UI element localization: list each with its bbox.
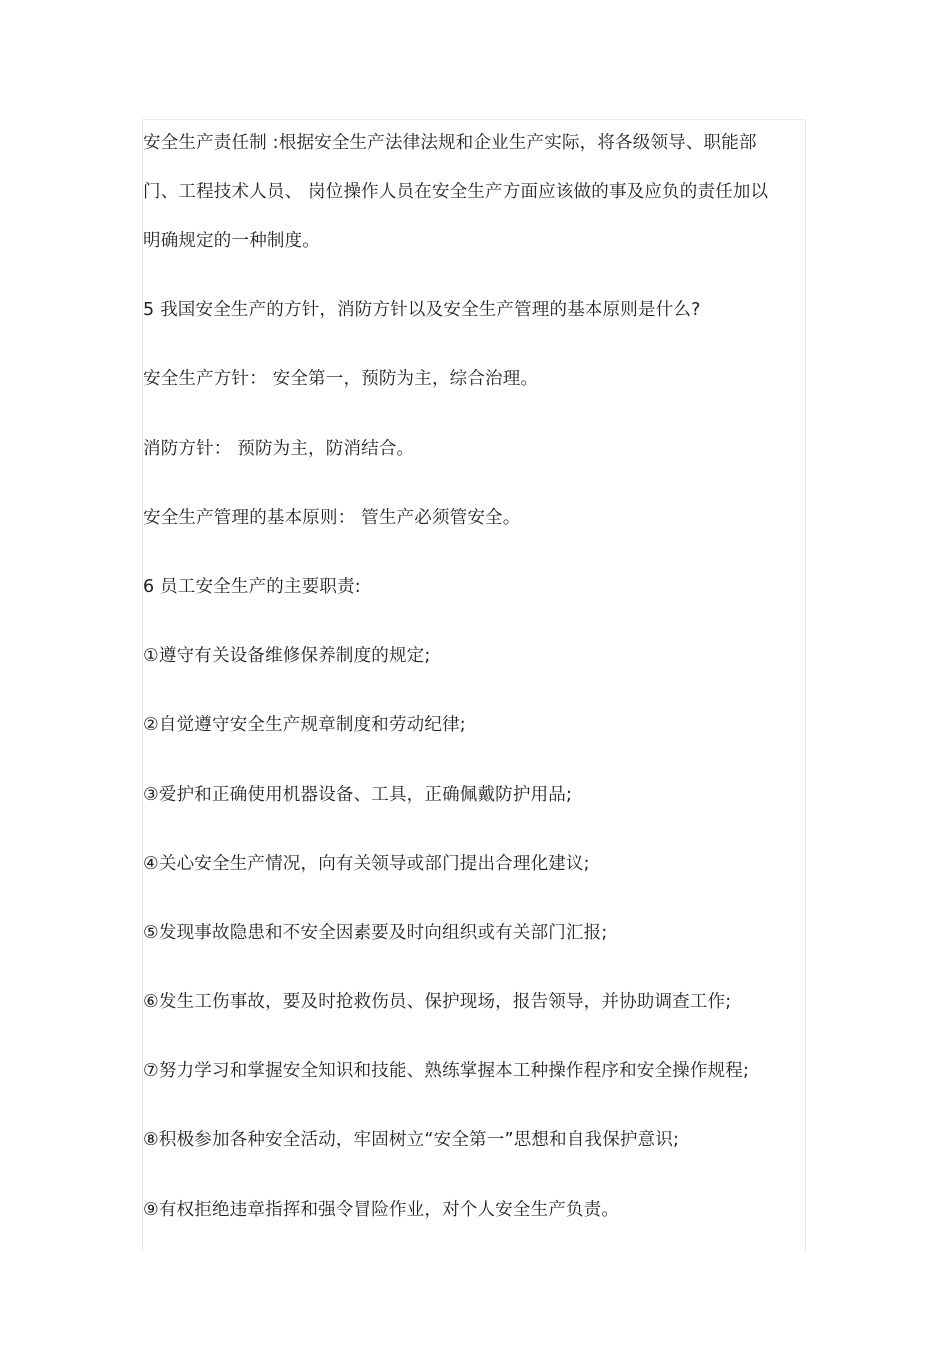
duty-item-5: ⑤发现事故隐患和不安全因素要及时向组织或有关部门汇报;	[143, 922, 608, 943]
safety-production-policy: 安全生产方针： 安全第一，预防为主，综合治理。	[143, 369, 539, 390]
fire-protection-policy: 消防方针： 预防为主，防消结合。	[143, 438, 415, 459]
duty-item-1: ①遵守有关设备维修保养制度的规定;	[143, 646, 431, 667]
definition-line-1: 安全生产责任制 :根据安全生产法律法规和企业生产实际，将各级领导、职能部	[143, 133, 757, 153]
basic-management-principle: 安全生产管理的基本原则： 管生产必须管安全。	[143, 507, 521, 528]
question-5-heading: 5 我国安全生产的方针，消防方针以及安全生产管理的基本原则是什么?	[143, 300, 701, 321]
duty-item-7: ⑦努力学习和掌握安全知识和技能、熟练掌握本工种操作程序和安全操作规程;	[143, 1061, 750, 1082]
document-body	[143, 128, 793, 1264]
duty-item-4: ④关心安全生产情况，向有关领导或部门提出合理化建议;	[143, 853, 590, 874]
definition-line-3: 明确规定的一种制度。	[143, 231, 320, 251]
duty-item-6: ⑥发生工伤事故，要及时抢救伤员、保护现场，报告领导，并协助调查工作;	[143, 992, 732, 1013]
question-6-heading: 6 员工安全生产的主要职责:	[143, 576, 361, 597]
definition-line-2: 门、工程技术人员、 岗位操作人员在安全生产方面应该做的事及应负的责任加以	[143, 182, 769, 202]
duty-item-3: ③爱护和正确使用机器设备、工具，正确佩戴防护用品;	[143, 784, 573, 805]
duty-item-9: ⑨有权拒绝违章指挥和强令冒险作业，对个人安全生产负责。	[143, 1199, 620, 1220]
duty-item-2: ②自觉遵守安全生产规章制度和劳动纪律;	[143, 715, 466, 736]
duty-item-8: ⑧积极参加各种安全活动，牢固树立“安全第一”思想和自我保护意识;	[143, 1130, 680, 1151]
